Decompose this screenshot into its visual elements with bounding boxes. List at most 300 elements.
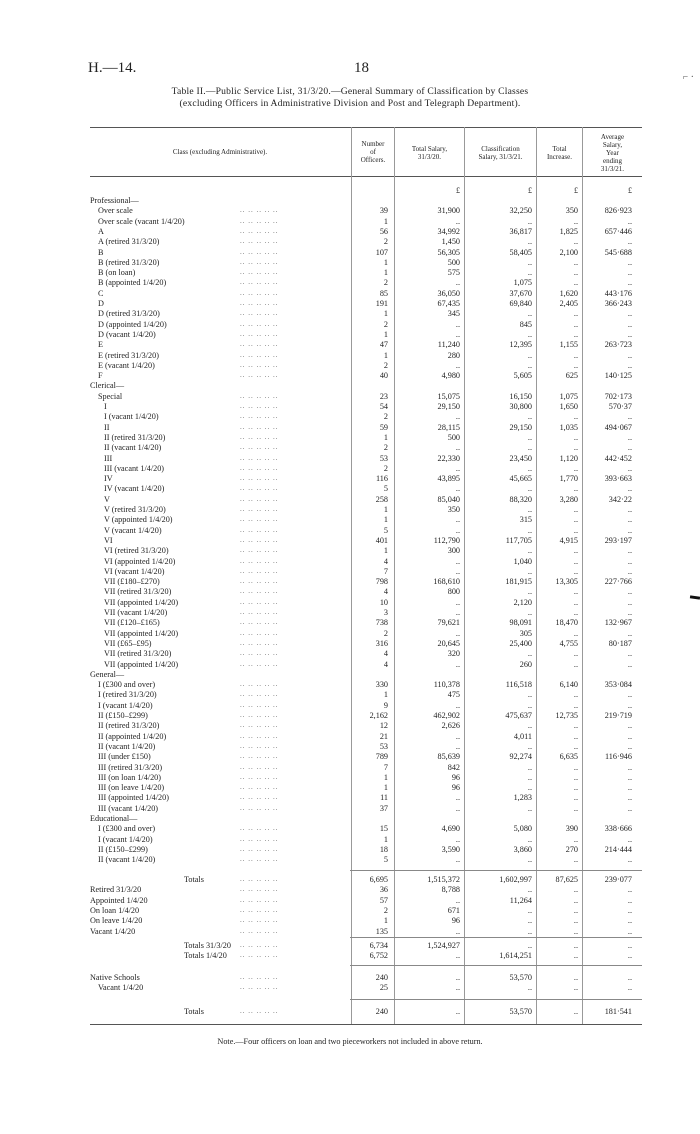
cell-total-salary: 31,900 — [437, 206, 460, 216]
leader-dots: .. .. .. .. .. — [240, 453, 279, 462]
table-row — [0, 495, 700, 505]
cell-increase: .. — [573, 973, 578, 982]
cell-total-salary: .. — [455, 834, 460, 844]
cell-number: 1 — [383, 546, 388, 556]
cell-total-salary: 1,450 — [441, 237, 460, 247]
cell-number: 3 — [383, 608, 388, 617]
cell-number: 258 — [375, 494, 388, 504]
cell-average-salary: .. — [627, 443, 632, 453]
row-label: E (retired 31/3/20) — [98, 350, 159, 360]
table-title — [60, 86, 640, 110]
cell-average-salary: .. — [627, 608, 632, 617]
row-label: II (appointed 1/4/20) — [98, 731, 167, 741]
cell-average-salary: .. — [627, 556, 632, 566]
leader-dots: .. .. .. .. .. — [240, 247, 279, 256]
cell-increase: .. — [573, 525, 578, 535]
cell-total-salary: 96 — [451, 783, 460, 793]
cell-number: 738 — [375, 618, 388, 628]
leader-dots: .. .. .. .. .. — [240, 463, 279, 472]
cell-average-salary: .. — [627, 546, 632, 556]
cell-average-salary: .. — [627, 772, 632, 782]
row-label: IV (vacant 1/4/20) — [104, 484, 165, 494]
row-label: VII (appointed 1/4/20) — [104, 628, 179, 638]
cell-increase: 3,280 — [559, 494, 578, 504]
table-row — [0, 536, 700, 546]
cell-average-salary: .. — [627, 926, 632, 936]
cell-total-salary: 36,050 — [437, 288, 460, 298]
table-row — [0, 402, 700, 412]
cell-increase: 2,100 — [559, 247, 578, 257]
leader-dots: .. .. .. .. .. — [240, 432, 279, 441]
row-label: II (£150–£299) — [98, 711, 148, 720]
table-row — [0, 711, 700, 721]
cell-number: 53 — [379, 453, 388, 463]
table-top-rule — [90, 127, 642, 128]
cell-number: 6,734 — [369, 941, 388, 950]
cell-increase: 1,650 — [559, 402, 578, 411]
row-label: VI — [104, 535, 113, 545]
leader-dots: .. .. .. .. .. — [240, 206, 279, 215]
cell-total-salary: .. — [455, 608, 460, 617]
cell-total-salary: .. — [455, 951, 460, 961]
table-row — [0, 227, 700, 237]
cell-total-salary: .. — [455, 412, 460, 422]
cell-number: 4 — [383, 556, 388, 566]
leader-dots: .. .. .. .. .. — [240, 916, 279, 925]
cell-number: 9 — [383, 700, 388, 710]
cell-number: 7 — [383, 762, 388, 772]
cell-average-salary: .. — [627, 216, 632, 226]
cell-classification-salary: 117,705 — [505, 535, 532, 545]
cell-classification-salary: 12,395 — [509, 340, 532, 350]
page-number: 18 — [354, 60, 369, 76]
cell-classification-salary: 88,320 — [509, 494, 532, 504]
cell-number: 21 — [379, 731, 388, 741]
cell-total-salary: 1,524,927 — [427, 941, 460, 950]
row-label: III (under £150) — [98, 752, 151, 762]
cell-increase: .. — [573, 951, 578, 961]
cell-classification-salary: 53,570 — [509, 973, 532, 982]
leader-dots: .. .. .. .. .. — [240, 494, 279, 503]
cell-classification-salary: 29,150 — [509, 422, 532, 432]
cell-total-salary: 28,115 — [437, 422, 460, 432]
cell-total-salary: 168,610 — [433, 577, 460, 587]
row-label: VI (appointed 1/4/20) — [104, 556, 176, 566]
cell-increase: 13,305 — [555, 577, 578, 587]
cell-number: 36 — [379, 885, 388, 895]
table-row — [0, 196, 700, 206]
cell-classification-salary: 25,400 — [509, 638, 532, 648]
row-label: General— — [90, 669, 125, 679]
cell-number: 25 — [379, 983, 388, 993]
cell-average-salary: 366·243 — [604, 299, 632, 308]
leader-dots: .. .. .. .. .. — [240, 484, 279, 493]
cell-number: 15 — [379, 824, 388, 834]
row-label: III (retired 31/3/20) — [98, 762, 163, 772]
cell-increase: .. — [573, 237, 578, 247]
cell-total-salary: .. — [455, 515, 460, 525]
cell-classification-salary: 2,120 — [513, 597, 532, 607]
cell-increase: .. — [573, 926, 578, 936]
cell-total-salary: .. — [455, 319, 460, 329]
cell-average-salary: 214·444 — [604, 844, 632, 854]
cell-number: 57 — [379, 895, 388, 905]
row-label: D (appointed 1/4/20) — [98, 319, 167, 329]
cell-average-salary: .. — [627, 941, 632, 950]
row-label: D (vacant 1/4/20) — [98, 329, 156, 339]
row-label: I (£300 and over) — [98, 680, 156, 690]
cell-classification-salary: 36,817 — [509, 226, 532, 236]
cell-number: 18 — [379, 844, 388, 854]
row-label: Totals 31/3/20 — [184, 941, 231, 950]
cell-total-salary: 11,240 — [437, 340, 460, 350]
cell-average-salary: .. — [627, 916, 632, 926]
cell-classification-salary: 260 — [519, 659, 532, 669]
cell-total-salary: .. — [455, 628, 460, 638]
cell-classification-salary: .. — [527, 216, 532, 226]
cell-average-salary: 227·766 — [604, 577, 632, 587]
table-row — [0, 423, 700, 433]
column-header-increase: Total Increase. — [546, 145, 573, 161]
row-label: I (retired 31/3/20) — [98, 690, 157, 700]
cell-classification-salary: .. — [527, 237, 532, 247]
row-label: VII (retired 31/3/20) — [104, 649, 172, 659]
cell-number: 1 — [383, 350, 388, 360]
leader-dots: .. .. .. .. .. — [240, 556, 279, 565]
table-row — [0, 721, 700, 731]
cell-classification-salary: 475,637 — [505, 711, 532, 720]
table-row — [0, 330, 700, 340]
row-label: I (£300 and over) — [98, 824, 156, 834]
row-label: Vacant 1/4/20 — [90, 926, 136, 936]
leader-dots: .. .. .. .. .. — [240, 402, 279, 410]
cell-increase: .. — [573, 597, 578, 607]
leader-dots: .. .. .. .. .. — [240, 649, 279, 658]
cell-number: 11 — [380, 793, 388, 803]
cell-total-salary: 3,590 — [441, 844, 460, 854]
table-row — [0, 258, 700, 268]
cell-increase: .. — [573, 566, 578, 576]
leader-dots: .. .. .. .. .. — [240, 803, 279, 812]
cell-increase: .. — [573, 278, 578, 288]
leader-dots: .. .. .. .. .. — [240, 762, 279, 771]
table-row — [0, 835, 700, 845]
cell-total-salary: 500 — [447, 257, 460, 267]
leader-dots: .. .. .. .. .. — [240, 443, 279, 452]
cell-classification-salary: 45,665 — [509, 474, 532, 484]
cell-increase: 625 — [565, 371, 578, 381]
cell-number: 7 — [383, 566, 388, 576]
cell-total-salary: .. — [455, 926, 460, 936]
table-row — [0, 299, 700, 309]
cell-increase: .. — [573, 268, 578, 278]
cell-increase: 4,755 — [559, 638, 578, 648]
cell-total-salary: .. — [455, 731, 460, 741]
column-header-classification: Classification Salary, 31/3/21. — [478, 145, 523, 161]
table-row — [0, 649, 700, 659]
row-label: I — [104, 402, 107, 411]
cell-average-salary: .. — [627, 309, 632, 319]
cell-classification-salary: .. — [527, 566, 532, 576]
leader-dots: .. .. .. .. .. — [240, 216, 279, 225]
row-label: VII (appointed 1/4/20) — [104, 597, 179, 607]
cell-average-salary: 140·125 — [604, 371, 632, 381]
cell-total-salary: 22,330 — [437, 453, 460, 463]
table-row — [0, 567, 700, 577]
leader-dots: .. .. .. .. .. — [240, 711, 279, 719]
cell-classification-salary: .. — [527, 690, 532, 700]
cell-total-salary: .. — [455, 1007, 460, 1016]
cell-total-salary: .. — [455, 983, 460, 993]
leader-dots: .. .. .. .. .. — [240, 546, 279, 555]
cell-average-salary: 132·967 — [604, 618, 632, 628]
cell-total-salary: 320 — [447, 649, 460, 659]
cell-increase: .. — [573, 587, 578, 597]
cell-number: 23 — [379, 391, 388, 401]
cell-increase: .. — [573, 885, 578, 895]
cell-average-salary: .. — [627, 628, 632, 638]
row-label: A — [98, 226, 104, 236]
cell-total-salary: 4,690 — [441, 824, 460, 834]
cell-average-salary: .. — [627, 885, 632, 895]
cell-number: 107 — [375, 247, 388, 257]
table-row — [0, 983, 700, 993]
table-row — [0, 289, 700, 299]
row-label: VI (retired 31/3/20) — [104, 546, 169, 556]
row-label: E (vacant 1/4/20) — [98, 360, 155, 370]
cell-average-salary: .. — [627, 983, 632, 993]
cell-average-salary: .. — [627, 793, 632, 803]
cell-classification-salary: .. — [527, 309, 532, 319]
cell-increase: .. — [573, 350, 578, 360]
table-row — [0, 361, 700, 371]
cell-average-salary: .. — [627, 700, 632, 710]
cell-total-salary: .. — [455, 463, 460, 473]
cell-classification-salary: 1,602,997 — [499, 875, 532, 884]
cell-average-salary: 353·084 — [604, 680, 632, 690]
cell-classification-salary: 98,091 — [509, 618, 532, 628]
cell-average-salary: 442·452 — [604, 453, 632, 463]
cell-total-salary: 29,150 — [437, 402, 460, 411]
cell-total-salary: .. — [455, 700, 460, 710]
cell-total-salary: 800 — [447, 587, 460, 597]
leader-dots: .. .. .. .. .. — [240, 680, 279, 689]
table-row — [0, 814, 700, 824]
leader-dots: .. .. .. .. .. — [240, 793, 279, 802]
leader-dots: .. .. .. .. .. — [240, 721, 279, 730]
cell-total-salary: .. — [455, 597, 460, 607]
cell-average-salary: .. — [627, 905, 632, 915]
cell-increase: .. — [573, 762, 578, 772]
cell-classification-salary: .. — [527, 983, 532, 993]
cell-total-salary: .. — [455, 443, 460, 453]
cell-average-salary: .. — [627, 597, 632, 607]
cell-classification-salary: 1,614,251 — [499, 951, 532, 961]
cell-increase: 350 — [565, 206, 578, 216]
cell-classification-salary: .. — [527, 505, 532, 514]
row-label: Appointed 1/4/20 — [90, 895, 148, 905]
cell-increase: .. — [573, 690, 578, 700]
cell-classification-salary: 23,450 — [509, 453, 532, 463]
row-label: Vacant 1/4/20 — [98, 983, 144, 993]
cell-total-salary: 280 — [447, 350, 460, 360]
cell-total-salary: 34,992 — [437, 226, 460, 236]
cell-total-salary: .. — [455, 484, 460, 494]
cell-total-salary: 2,626 — [441, 721, 460, 731]
cell-total-salary: .. — [455, 566, 460, 576]
cell-number: 1 — [383, 432, 388, 442]
leader-dots: .. .. .. .. .. — [240, 350, 279, 359]
cell-number: 1 — [383, 690, 388, 700]
cell-number: 135 — [375, 926, 388, 936]
row-label: II (retired 31/3/20) — [98, 721, 160, 731]
cell-average-salary: .. — [627, 690, 632, 700]
cell-number: 56 — [379, 226, 388, 236]
cell-increase: .. — [573, 834, 578, 844]
cell-average-salary: 545·688 — [604, 247, 632, 257]
subtotal-rule — [350, 965, 642, 966]
cell-classification-salary: 30,800 — [509, 402, 532, 411]
cell-total-salary: 96 — [451, 772, 460, 782]
cell-increase: .. — [573, 659, 578, 669]
table-row — [0, 732, 700, 742]
cell-average-salary: .. — [627, 268, 632, 278]
cell-average-salary: 443·176 — [604, 288, 632, 298]
leader-dots: .. .. .. .. .. — [240, 973, 279, 981]
leader-dots: .. .. .. .. .. — [240, 288, 279, 297]
table-row — [0, 248, 700, 258]
cell-classification-salary: .. — [527, 941, 532, 950]
cell-classification-salary: 5,605 — [513, 371, 532, 381]
cell-number: 54 — [379, 402, 388, 411]
subtotal-rule — [350, 870, 642, 871]
subtotal-rule — [350, 999, 642, 1000]
column-header-average: Average Salary, Year ending 31/3/21. — [600, 133, 625, 173]
leader-dots: .. .. .. .. .. — [240, 391, 279, 400]
table-row — [0, 443, 700, 453]
cell-average-salary: .. — [627, 257, 632, 267]
leader-dots: .. .. .. .. .. — [240, 474, 279, 483]
cell-classification-salary: .. — [527, 443, 532, 453]
cell-classification-salary: .. — [527, 772, 532, 782]
cell-number: 5 — [383, 855, 388, 865]
cell-average-salary: .. — [627, 721, 632, 731]
cell-average-salary: 263·723 — [604, 340, 632, 350]
row-label: II (£150–£299) — [98, 844, 148, 854]
cell-average-salary: .. — [627, 484, 632, 494]
cell-total-salary: .. — [455, 278, 460, 288]
cell-classification-salary: .. — [527, 905, 532, 915]
cell-average-salary: .. — [627, 463, 632, 473]
table-row — [0, 845, 700, 855]
table-note: Note.—Four officers on loan and two pieceworkers not included in above return. — [217, 1037, 483, 1046]
leader-dots: .. .. .. .. .. — [240, 783, 279, 792]
cell-total-salary: 67,435 — [437, 299, 460, 308]
cell-number: 47 — [379, 340, 388, 350]
table-row — [0, 660, 700, 670]
cell-classification-salary: .. — [527, 649, 532, 659]
cell-increase: 1,120 — [559, 453, 578, 463]
cell-classification-salary: .. — [527, 525, 532, 535]
cell-classification-salary: 4,011 — [513, 731, 532, 741]
cell-average-salary: .. — [627, 973, 632, 982]
cell-number: 1 — [383, 329, 388, 339]
cell-classification-salary: 315 — [519, 515, 532, 525]
row-label: II (retired 31/3/20) — [104, 432, 166, 442]
cell-total-salary: 15,075 — [437, 391, 460, 401]
scan-mark: ⌐ · — [682, 72, 694, 83]
cell-total-salary: 85,639 — [437, 752, 460, 762]
cell-number: 789 — [375, 752, 388, 762]
cell-classification-salary: 116,518 — [505, 680, 532, 690]
table-row — [0, 598, 700, 608]
table-row — [0, 885, 700, 895]
table-row — [0, 608, 700, 618]
cell-increase: 6,635 — [559, 752, 578, 762]
row-label: On leave 1/4/20 — [90, 916, 143, 926]
cell-average-salary: 393·663 — [604, 474, 632, 484]
cell-average-salary: 570·37 — [608, 402, 632, 411]
row-label: V — [104, 494, 110, 504]
leader-dots: .. .. .. .. .. — [240, 319, 279, 328]
cell-average-salary: .. — [627, 783, 632, 793]
leader-dots: .. .. .. .. .. — [240, 659, 279, 668]
cell-increase: .. — [573, 895, 578, 905]
row-label: III (vacant 1/4/20) — [98, 803, 159, 813]
cell-classification-salary: 32,250 — [509, 206, 532, 216]
leader-dots: .. .. .. .. .. — [240, 1007, 279, 1015]
cell-number: 12 — [379, 721, 388, 731]
cell-classification-salary: 69,840 — [509, 299, 532, 308]
cell-increase: 4,915 — [559, 535, 578, 545]
report-reference: H.—14. — [88, 60, 137, 76]
row-label: Native Schools — [90, 973, 140, 982]
cell-classification-salary: .. — [527, 803, 532, 813]
cell-classification-salary: 1,283 — [513, 793, 532, 803]
leader-dots: .. .. .. .. .. — [240, 983, 279, 992]
table-row — [0, 454, 700, 464]
cell-classification-salary: .. — [527, 257, 532, 267]
row-label: F — [98, 371, 103, 381]
cell-increase: .. — [573, 905, 578, 915]
cell-total-salary: 1,515,372 — [427, 875, 460, 884]
cell-number: 2 — [383, 628, 388, 638]
cell-average-salary: .. — [627, 329, 632, 339]
cell-increase: .. — [573, 443, 578, 453]
cell-increase: .. — [573, 628, 578, 638]
row-label: V (vacant 1/4/20) — [104, 525, 162, 535]
table-row — [0, 484, 700, 494]
cell-classification-salary: .. — [527, 350, 532, 360]
cell-increase: 1,075 — [559, 391, 578, 401]
cell-classification-salary: .. — [527, 360, 532, 370]
cell-classification-salary: 1,075 — [513, 278, 532, 288]
leader-dots: .. .. .. .. .. — [240, 309, 279, 318]
cell-number: 2 — [383, 237, 388, 247]
cell-total-salary: 345 — [447, 309, 460, 319]
cell-classification-salary: 305 — [519, 628, 532, 638]
cell-number: 2 — [383, 905, 388, 915]
leader-dots: .. .. .. .. .. — [240, 885, 279, 894]
leader-dots: .. .. .. .. .. — [240, 237, 279, 246]
cell-total-salary: .. — [455, 216, 460, 226]
cell-increase: .. — [573, 1007, 578, 1016]
cell-total-salary: .. — [455, 793, 460, 803]
table-row — [0, 309, 700, 319]
leader-dots: .. .. .. .. .. — [240, 505, 279, 513]
cell-number: 1 — [383, 916, 388, 926]
row-label: III (vacant 1/4/20) — [104, 463, 165, 473]
